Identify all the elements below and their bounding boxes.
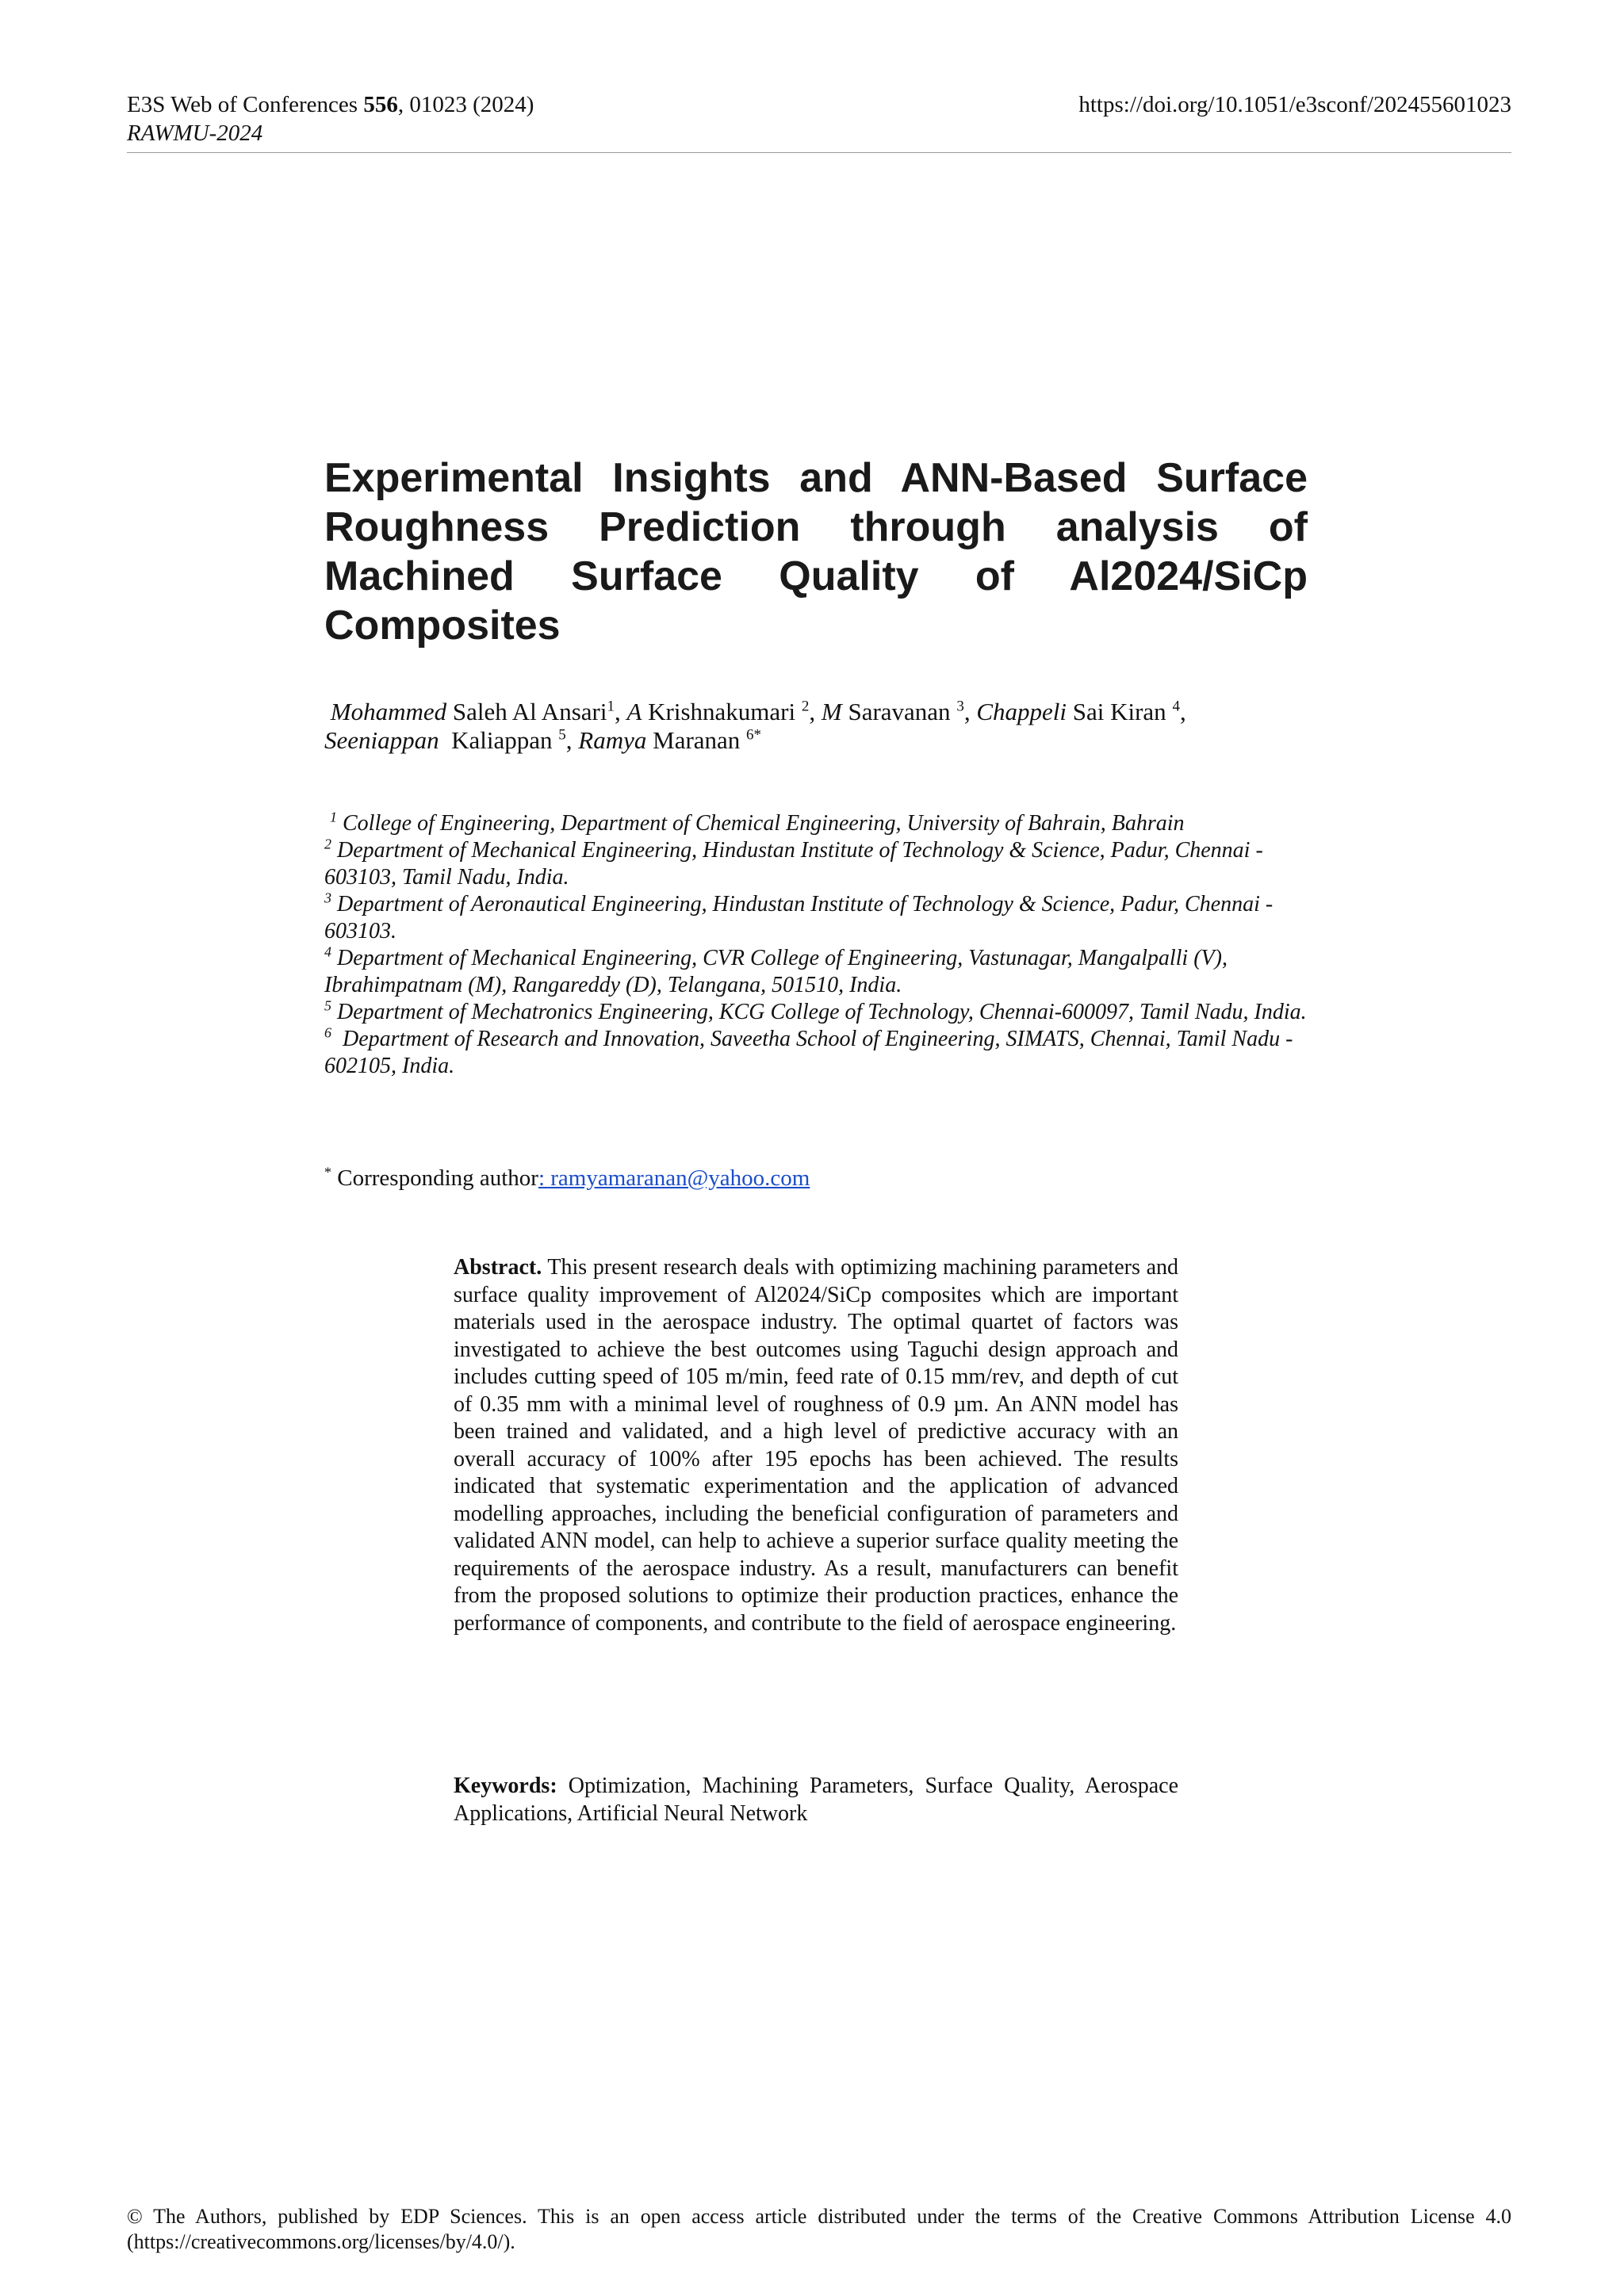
author-list: Mohammed Saleh Al Ansari$^1$, A Krishnakumari $^2$, M Saravanan $^3$, Chappeli Sai Kiran $^4$, Seeniappan Kaliappan $^5$, Ramya Maranan $^{6*}$ xyxy=(324,698,1186,754)
author-given: Chappeli xyxy=(976,698,1067,725)
affiliation-item: $^2$ Department of Mechanical Engineering, Hindustan Institute of Technology & Science, Padur, Chennai - 603103, Tamil Nadu, India. xyxy=(324,836,1263,890)
affiliation-item: $^5$ Department of Mechatronics Engineering, KCG College of Technology, Chennai-600097, Tamil Nadu, India. xyxy=(324,997,1307,1024)
keywords-text: Optimization, Machining Parameters, Surface Quality, Aerospace Applications, Artificial Neural Network xyxy=(454,1774,1179,1826)
affiliation-item: $^1$ College of Engineering, Department of Chemical Engineering, University of Bahrain, Bahrain xyxy=(330,809,1185,836)
corresponding-author: * Corresponding author: ramyamaranan@yahoo.com xyxy=(324,1164,810,1191)
author-given: Mohammed xyxy=(330,698,447,725)
author-given: Ramya xyxy=(578,726,647,754)
conference-name: RAWMU-2024 xyxy=(127,121,263,146)
keywords-label: Keywords: xyxy=(454,1774,557,1798)
affiliation-item: $^3$ Department of Aeronautical Engineering, Hindustan Institute of Technology & Science, Padur, Chennai - 603103. xyxy=(324,890,1274,943)
abstract-label: Abstract. xyxy=(454,1255,542,1280)
paper-title: Experimental Insights and ANN-Based Surface Roughness Prediction through analysis of Machined Surface Quality of Al2024/SiCp Composites xyxy=(324,455,1308,649)
keywords xyxy=(454,1773,1178,1827)
affiliation-item: $^4$ Department of Mechanical Engineering, CVR College of Engineering, Vastunagar, Mangalpalli (V), Ibrahimpatnam (M), Rangareddy (D), Telangana, 501510, India. xyxy=(324,943,1228,997)
author-given: Seeniappan xyxy=(324,726,439,754)
header-divider xyxy=(127,152,1511,153)
journal-volume: 556 xyxy=(363,92,398,117)
affiliation-item: $^6$ Department of Research and Innovation, Saveetha School of Engineering, SIMATS, Chennai, Tamil Nadu - 602105, India. xyxy=(324,1024,1293,1078)
journal-citation: E3S Web of Conferences 556, 01023 (2024) xyxy=(127,92,534,117)
corresponding-email-link[interactable]: : ramyamaranan@yahoo.com xyxy=(538,1165,810,1191)
affiliation-list xyxy=(324,810,1308,1080)
license-footer: © The Authors, published by EDP Sciences. This is an open access article distributed under the terms of the Creative Commons Attribution License 4.0 (https://creativecommons.org/licenses/by/4.0/). xyxy=(127,2205,1511,2253)
author-given: A xyxy=(626,698,642,725)
abstract-text: This present research deals with optimizing machining parameters and surface quality improvement of Al2024/SiCp composites which are important materials used in the aerospace industry. The optimal quartet of factors was investigated to achieve the best outcomes using Taguchi design approach and includes cutting speed of 105 m/min, feed rate of 0.15 mm/rev, and depth of cut of 0.35 mm with a minimal level of roughness of 0.9 µm. An ANN model has been trained and validated, and a high level of predictive accuracy with an overall accuracy of 100% after 195 epochs has been achieved. The results indicated that systematic experimentation and the application of advanced modelling approaches, including the beneficial configuration of parameters and validated ANN model, can help to achieve a superior surface quality meeting the requirements of the aerospace industry. As a result, manufacturers can benefit from the proposed solutions to optimize their production practices, enhance the performance of components, and contribute to the field of aerospace engineering. xyxy=(454,1255,1178,1636)
abstract xyxy=(454,1254,1178,1637)
author-given: M xyxy=(821,698,842,725)
running-header-left xyxy=(127,90,534,147)
doi-link[interactable]: https://doi.org/10.1051/e3sconf/202455601023 xyxy=(1078,92,1511,117)
